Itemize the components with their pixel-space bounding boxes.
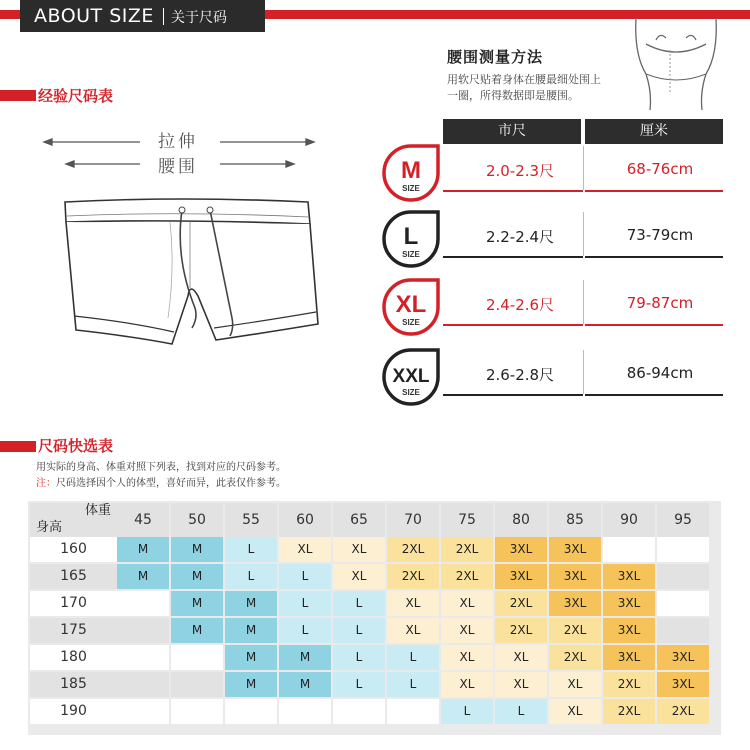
height-header: 170: [30, 591, 117, 616]
size-badge-icon: [380, 142, 442, 204]
size-cell: L: [279, 564, 331, 589]
size-cell: M: [279, 645, 331, 670]
row-underline: [585, 256, 723, 258]
size-cell: 2XL: [387, 537, 439, 562]
measure-title: 腰围测量方法: [447, 48, 544, 66]
size-cell: [117, 645, 169, 670]
size-cell: [333, 699, 385, 724]
size-row: [380, 276, 725, 340]
weight-header: 55: [225, 503, 277, 537]
weight-header: 60: [279, 503, 331, 537]
size-cell: L: [279, 618, 331, 643]
table-corner: [30, 503, 117, 537]
size-cell: [117, 618, 169, 643]
size-badge-label: M: [401, 157, 421, 184]
size-cell: L: [225, 564, 277, 589]
size-cell: [657, 591, 709, 616]
header-subtitle: 关于尺码: [171, 10, 227, 26]
section-marker: [0, 90, 36, 101]
size-word: SIZE: [402, 318, 420, 327]
size-cell: [225, 699, 277, 724]
height-header: 190: [30, 699, 117, 724]
size-cell: 3XL: [549, 564, 601, 589]
size-cell: XL: [387, 618, 439, 643]
size-cell: [171, 699, 223, 724]
size-cell: 3XL: [549, 591, 601, 616]
size-cell: M: [117, 564, 169, 589]
section-marker: [0, 441, 36, 452]
size-cell: [171, 645, 223, 670]
size-cell: [657, 618, 709, 643]
waist-cm-value: 86-94cm: [626, 364, 694, 382]
size-cell: 3XL: [549, 537, 601, 562]
height-header: 165: [30, 564, 117, 589]
size-cell: XL: [441, 645, 493, 670]
size-cell: [117, 591, 169, 616]
size-cell: XL: [333, 537, 385, 562]
waist-cm-value: 73-79cm: [626, 226, 694, 244]
size-cell: M: [171, 537, 223, 562]
size-cell: [603, 537, 655, 562]
row-underline: [585, 394, 723, 396]
height-header: 175: [30, 618, 117, 643]
quick-note: [36, 474, 286, 489]
size-cell: 2XL: [549, 618, 601, 643]
height-header: 160: [30, 537, 117, 562]
waist-cm-value: 68-76cm: [626, 160, 694, 178]
size-cell: 3XL: [495, 537, 547, 562]
size-cell: L: [495, 699, 547, 724]
size-cell: M: [225, 591, 277, 616]
size-cell: 3XL: [603, 591, 655, 616]
size-cell: M: [171, 564, 223, 589]
size-row: [380, 208, 725, 272]
height-header: 180: [30, 645, 117, 670]
size-cell: 2XL: [441, 537, 493, 562]
size-cell: [171, 672, 223, 697]
size-word: SIZE: [402, 184, 420, 193]
weight-header: 85: [549, 503, 601, 537]
size-cell: L: [333, 618, 385, 643]
body-measure-icon: [622, 14, 730, 112]
row-divider: [583, 280, 584, 324]
size-cell: 2XL: [603, 699, 655, 724]
size-cell: 2XL: [549, 645, 601, 670]
height-header: 185: [30, 672, 117, 697]
waist-label: 腰围: [158, 157, 198, 177]
size-word: SIZE: [402, 388, 420, 397]
size-cell: M: [171, 591, 223, 616]
size-badge-icon: [380, 276, 442, 338]
size-cell: [657, 537, 709, 562]
row-underline: [443, 256, 583, 258]
size-cell: XL: [441, 672, 493, 697]
size-cell: [279, 699, 331, 724]
size-cell: 3XL: [495, 564, 547, 589]
row-underline: [443, 394, 583, 396]
size-cell: M: [225, 618, 277, 643]
size-cell: L: [441, 699, 493, 724]
size-cell: M: [117, 537, 169, 562]
size-cell: 3XL: [657, 645, 709, 670]
column-header-chi: 市尺: [443, 119, 581, 144]
row-underline: [585, 190, 723, 192]
section-title-size-chart: 经验尺码表: [38, 87, 114, 105]
size-cell: [117, 672, 169, 697]
weight-header: 90: [603, 503, 655, 537]
size-cell: M: [225, 672, 277, 697]
note-text: 尺码选择因个人的体型，喜好而异，此表仅作参考。: [56, 478, 286, 489]
size-cell: [657, 564, 709, 589]
waist-chi-value: 2.4-2.6尺: [485, 296, 555, 314]
row-underline: [443, 190, 583, 192]
size-cell: XL: [495, 645, 547, 670]
size-cell: M: [171, 618, 223, 643]
corner-weight-label: 体重: [84, 503, 111, 518]
size-cell: 3XL: [603, 618, 655, 643]
size-cell: L: [387, 672, 439, 697]
measure-description-line2: 一圈，所得数据即是腰围。: [447, 89, 579, 102]
header-title: ABOUT SIZE: [34, 5, 154, 27]
size-cell: XL: [441, 618, 493, 643]
size-cell: XL: [441, 591, 493, 616]
size-cell: [387, 699, 439, 724]
waist-chi-value: 2.6-2.8尺: [485, 366, 555, 384]
size-badge-label: XXL: [392, 366, 430, 387]
weight-header: 80: [495, 503, 547, 537]
size-badge-label: L: [403, 223, 419, 250]
size-cell: [117, 699, 169, 724]
size-cell: 3XL: [603, 564, 655, 589]
size-row: [380, 346, 725, 410]
size-cell: L: [279, 591, 331, 616]
measure-description-line1: 用软尺贴着身体在腰最细处围上: [447, 73, 601, 86]
size-badge-label: XL: [395, 291, 427, 318]
quick-description: 用实际的身高、体重对照下列表，找到对应的尺码参考。: [36, 462, 286, 473]
weight-header: 65: [333, 503, 385, 537]
size-cell: M: [225, 645, 277, 670]
size-quick-table: [28, 501, 721, 735]
corner-height-label: 身高: [36, 520, 63, 535]
size-badge-icon: [380, 346, 442, 408]
row-divider: [583, 212, 584, 256]
stretch-label: 拉伸: [158, 132, 198, 152]
size-cell: 2XL: [495, 591, 547, 616]
header-separator: [163, 8, 164, 25]
row-underline: [443, 324, 583, 326]
size-cell: 2XL: [495, 618, 547, 643]
size-cell: XL: [495, 672, 547, 697]
size-cell: XL: [279, 537, 331, 562]
size-cell: XL: [549, 699, 601, 724]
size-cell: XL: [387, 591, 439, 616]
size-row: [380, 142, 725, 206]
size-cell: M: [279, 672, 331, 697]
waist-chi-value: 2.0-2.3尺: [485, 162, 555, 180]
size-badge-icon: [380, 208, 442, 270]
size-cell: 2XL: [603, 672, 655, 697]
weight-header: 70: [387, 503, 439, 537]
size-cell: L: [333, 645, 385, 670]
note-label: 注：: [36, 478, 56, 489]
row-underline: [585, 324, 723, 326]
row-divider: [583, 350, 584, 394]
section-title-quick-chart: 尺码快选表: [38, 437, 114, 455]
size-cell: L: [333, 672, 385, 697]
weight-header: 45: [117, 503, 169, 537]
size-cell: L: [387, 645, 439, 670]
weight-header: 50: [171, 503, 223, 537]
column-header-cm: 厘米: [585, 119, 723, 144]
size-cell: 2XL: [657, 699, 709, 724]
size-cell: XL: [333, 564, 385, 589]
waist-chi-value: 2.2-2.4尺: [485, 228, 555, 246]
weight-header: 75: [441, 503, 493, 537]
size-cell: L: [225, 537, 277, 562]
size-cell: L: [333, 591, 385, 616]
row-divider: [583, 146, 584, 190]
size-cell: 2XL: [387, 564, 439, 589]
size-cell: XL: [549, 672, 601, 697]
size-cell: 2XL: [441, 564, 493, 589]
weight-header: 95: [657, 503, 709, 537]
size-cell: 3XL: [603, 645, 655, 670]
size-word: SIZE: [402, 250, 420, 259]
size-cell: 3XL: [657, 672, 709, 697]
waist-cm-value: 79-87cm: [626, 294, 694, 312]
